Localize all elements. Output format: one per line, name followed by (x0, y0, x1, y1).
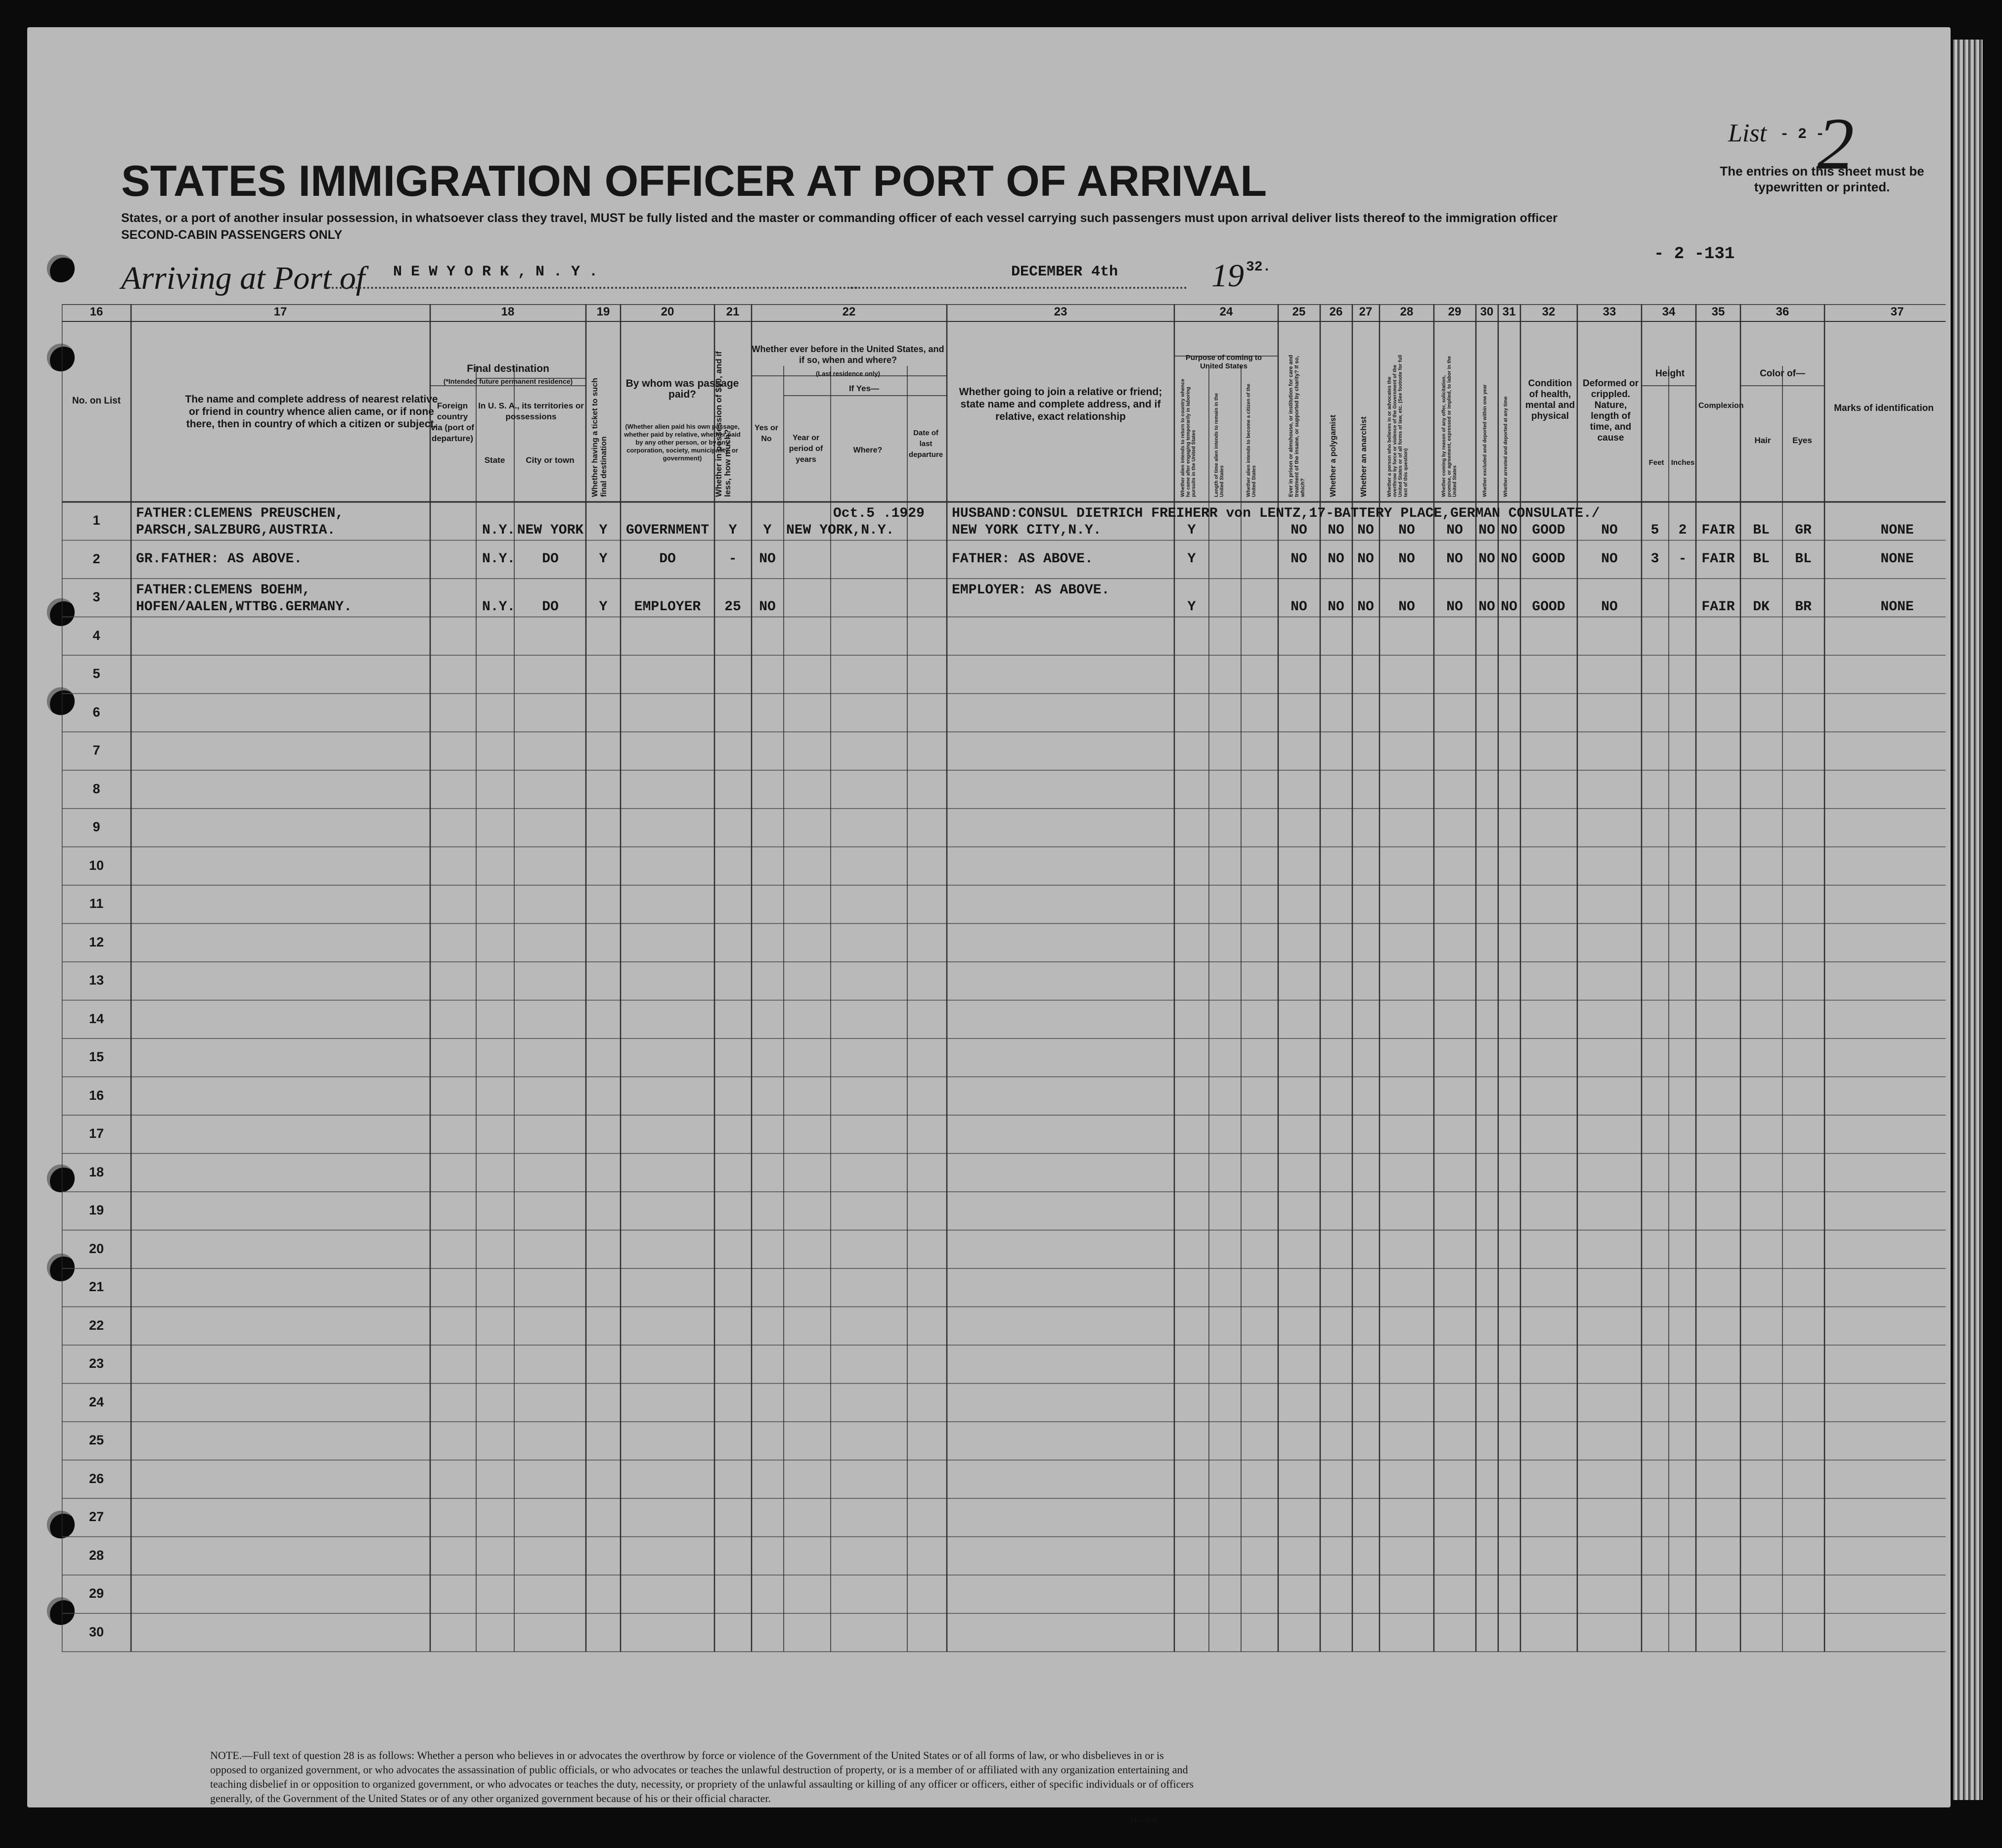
header-foreign-country: Foreign country via (port of departure) (431, 401, 474, 443)
eye-color: GR (1795, 523, 1812, 538)
q30: NO (1478, 523, 1495, 538)
q31: NO (1501, 551, 1517, 567)
header-complexion: Complexion (1698, 402, 1744, 410)
row-number: 7 (92, 743, 100, 758)
purpose: Y (1187, 551, 1196, 567)
q26: NO (1328, 599, 1344, 615)
list-number: 2 (1817, 103, 1854, 185)
q27: NO (1357, 551, 1374, 567)
header-ticket: Whether having a ticket to such final destination (591, 378, 608, 497)
row-number: 18 (89, 1164, 104, 1179)
health: GOOD (1532, 599, 1565, 615)
row-number: 30 (89, 1624, 104, 1639)
row-number: 17 (89, 1126, 104, 1141)
column-number: 17 (273, 305, 287, 318)
row-number: 24 (89, 1394, 104, 1409)
row-number: 29 (89, 1586, 104, 1601)
column-number: 35 (1711, 305, 1725, 318)
column-number: 33 (1602, 305, 1616, 318)
row-number: 5 (92, 666, 100, 681)
header-no-on-list: No. on List (72, 396, 121, 406)
column-number: 36 (1776, 305, 1789, 318)
before-date: Oct.5 .1929 (833, 506, 925, 521)
header-purpose-b: Length of time alien intends to remain in the United States (1214, 393, 1225, 497)
destination-state: N.Y. (482, 523, 516, 538)
page-title: STATES IMMIGRATION OFFICER AT PORT OF ARRIVAL (121, 156, 1267, 205)
destination-state: N.Y. (482, 599, 516, 615)
relative-name: GR.FATHER: AS ABOVE. (136, 551, 303, 567)
passage-paid-by: GOVERNMENT (625, 523, 710, 538)
header-city: City or town (526, 455, 575, 465)
q30: NO (1478, 551, 1495, 567)
row-number: 6 (92, 704, 100, 720)
hair-color: BL (1753, 551, 1770, 567)
row-number: 9 (92, 819, 100, 834)
header-inches: Inches (1671, 458, 1695, 467)
date-value: DECEMBER 4th (1011, 264, 1118, 280)
year-suffix: 32. (1246, 260, 1271, 275)
before-where: NEW YORK,N.Y. (786, 523, 894, 538)
header-height: Height (1655, 368, 1685, 379)
column-number: 25 (1292, 305, 1306, 318)
header-feet: Feet (1648, 458, 1664, 467)
passage-paid-by: EMPLOYER (634, 599, 701, 615)
relative-address: PARSCH,SALZBURG,AUSTRIA. (136, 523, 336, 538)
row-number: 1 (92, 513, 100, 528)
header-in-usa: In U. S. A., its territories or possessions (478, 401, 584, 421)
header-marks: Marks of identification (1834, 403, 1934, 413)
port-value: N E W Y O R K , N . Y . (393, 264, 598, 280)
header-passage-paid: By whom was passage paid? (625, 378, 739, 400)
header-purpose-c: Whether alien intends to become a citizen of the United States (1246, 384, 1257, 497)
q26: NO (1328, 523, 1344, 538)
header-excluded: Whether excluded and deported within one year (1482, 384, 1488, 497)
list-note: The entries on this sheet must be typewritten or printed. (1720, 164, 1924, 194)
list-label: List (1728, 119, 1767, 147)
row-number: 3 (92, 589, 100, 604)
column-number: 26 (1329, 305, 1343, 318)
column-number: 32 (1542, 305, 1556, 318)
port-dotline (324, 287, 858, 289)
ever-before: Y (763, 523, 772, 538)
column-number: 28 (1400, 305, 1414, 318)
row-number: 27 (89, 1509, 104, 1524)
height-feet: 5 (1650, 523, 1659, 538)
column-number: 16 (89, 305, 103, 318)
q30: NO (1478, 599, 1495, 615)
header-arrested: Whether arrested and deported at any time (1503, 396, 1509, 497)
header-offer-labor: Whether coming by reason of any offer, solicitation, promise, or agreement, expressed or implied, to labor in the United States (1441, 356, 1458, 497)
column-number: 21 (726, 305, 740, 318)
row-number: 4 (92, 628, 100, 643)
q29: NO (1446, 599, 1463, 615)
header-purpose-a: Whether alien intends to return to country whence he came after engaging temporarily in laboring pursuits in the United States (1180, 379, 1197, 497)
complexion: FAIR (1701, 599, 1735, 615)
row-number: 14 (89, 1011, 104, 1026)
q28: NO (1398, 599, 1415, 615)
health: GOOD (1532, 523, 1565, 538)
header-ever-before: Whether ever before in the United States, and if so, when and where? (752, 344, 944, 365)
column-number: 23 (1054, 305, 1068, 318)
purpose: Y (1187, 599, 1196, 615)
q27: NO (1357, 523, 1374, 538)
q29: NO (1446, 551, 1463, 567)
column-number: 19 (596, 305, 610, 318)
column-number: 34 (1662, 305, 1676, 318)
passage-paid-by: DO (659, 551, 676, 567)
row-number: 20 (89, 1241, 104, 1256)
q29: NO (1446, 523, 1463, 538)
header-date-departure: Date of last departure (908, 429, 943, 459)
ticket: Y (599, 599, 608, 615)
intro-line: States, or a port of another insular possession, in whatsoever class they travel, MUST be fully listed and the master or commanding officer of each vessel carrying such passengers must upon arrival deliver lists thereof to the immigration officer (121, 211, 1557, 225)
destination-city: DO (542, 551, 559, 567)
identification-marks: NONE (1880, 551, 1914, 567)
header-eyes: Eyes (1792, 436, 1812, 445)
header-money: Whether in possession of $50, and if less, how much? (714, 351, 732, 497)
list-dashes: - 2 - (1780, 126, 1825, 143)
q27: NO (1357, 599, 1374, 615)
manifest-table (62, 304, 1946, 1723)
header-passage-paid-sub: (Whether alien paid his own passage, whether paid by relative, whether paid by any other person, or by any corporation, society, municipality, or government) (624, 423, 741, 462)
joining-relative: FATHER: AS ABOVE. (952, 551, 1093, 567)
destination-city: DO (542, 599, 559, 615)
row-number: 21 (89, 1279, 104, 1294)
row-number: 2 (92, 551, 100, 566)
identification-marks: NONE (1880, 599, 1914, 615)
relative-name: FATHER:CLEMENS BOEHM, (136, 583, 311, 598)
row-number: 15 (89, 1049, 104, 1064)
identification-marks: NONE (1880, 523, 1914, 538)
form-number: 11—430 (1130, 1816, 1157, 1825)
purpose: Y (1187, 523, 1196, 538)
column-number: 37 (1890, 305, 1904, 318)
header-deformed: Deformed or crippled. Nature, length of time, and cause (1583, 378, 1639, 443)
height-feet: 3 (1650, 551, 1659, 567)
ever-before: NO (759, 551, 776, 567)
header-hair: Hair (1754, 436, 1771, 445)
q28: NO (1398, 523, 1415, 538)
header-purpose: Purpose of coming to United States (1185, 354, 1262, 370)
row-number: 22 (89, 1317, 104, 1333)
header-polygamist: Whether a polygamist (1329, 414, 1337, 497)
eye-color: BR (1795, 599, 1812, 615)
column-number: 22 (842, 305, 856, 318)
ticket: Y (599, 523, 608, 538)
row-number: 13 (89, 973, 104, 988)
row-number: 26 (89, 1471, 104, 1486)
row-number: 16 (89, 1087, 104, 1103)
header-state: State (484, 455, 505, 465)
deformed: NO (1601, 599, 1618, 615)
row-number: 11 (89, 896, 104, 911)
column-number: 20 (661, 305, 674, 318)
column-number: 31 (1502, 305, 1516, 318)
page-stack-edge (1953, 40, 1983, 1800)
row-number: 23 (89, 1356, 104, 1371)
q25: NO (1290, 523, 1307, 538)
row-number: 28 (89, 1547, 104, 1563)
ticket: Y (599, 551, 608, 567)
deformed: NO (1601, 523, 1618, 538)
relative-name: FATHER:CLEMENS PREUSCHEN, (136, 506, 344, 521)
destination-state: N.Y. (482, 551, 516, 567)
hair-color: DK (1753, 599, 1770, 615)
money: Y (728, 523, 737, 538)
row-number: 12 (89, 934, 104, 949)
joining-relative: HUSBAND:CONSUL DIETRICH FREIHERR von LENTZ,17-BATTERY PLACE,GERMAN CONSULATE./ (952, 506, 1600, 521)
header-anarchist: Whether an anarchist (1360, 416, 1368, 497)
height-inches: - (1678, 551, 1687, 567)
eye-color: BL (1795, 551, 1812, 567)
complexion: FAIR (1701, 523, 1735, 538)
money: 25 (724, 599, 741, 615)
column-number: 18 (501, 305, 515, 318)
header-prison: Ever in prison or almshouse, or institution for care and treatment of the insane, or supported by charity? If so, which? (1288, 355, 1306, 497)
relative-address: HOFEN/AALEN,WTTBG.GERMANY. (136, 599, 352, 615)
column-number: 30 (1480, 305, 1494, 318)
footnote: NOTE.—Full text of question 28 is as follows: Whether a person who believes in or advocates the overthrow by force or violence of the Government of the United States or of all forms of law, or who disbelieves in or is opposed to organized government, or who advocates the assassination of public officials, or who advocates or teaches the unlawful destruction of property, or is a member of or affiliated with any organization entertaining and teaching disbelief in or opposition to organized government, or who advocates or teaches the duty, necessity, or propriety of the unlawful assaulting or killing of any officer or officers, either of specific individuals or of officers generally, of the Government of the United States or of any other organized government because of his or their official character. (210, 1749, 1194, 1804)
header-where: Where? (853, 446, 883, 454)
hair-color: BL (1753, 523, 1770, 538)
q26: NO (1328, 551, 1344, 567)
row-number: 19 (89, 1203, 104, 1217)
ever-before: NO (759, 599, 776, 615)
money: - (728, 551, 737, 567)
page-reference: - 2 -131 (1654, 245, 1735, 264)
row-number: 8 (92, 781, 100, 796)
destination-city: NEW YORK (517, 523, 584, 538)
q25: NO (1290, 599, 1307, 615)
header-health: Condition of health, mental and physical (1525, 378, 1575, 421)
header-join-relative: Whether going to join a relative or friend; state name and complete address, and if relative, exact relationship (959, 386, 1162, 422)
row-number: 10 (89, 857, 104, 873)
joining-relative: EMPLOYER: AS ABOVE. (952, 583, 1110, 598)
health: GOOD (1532, 551, 1565, 567)
header-year: Year or period of years (789, 434, 823, 464)
q31: NO (1501, 523, 1517, 538)
q28: NO (1398, 551, 1415, 567)
header-relative: The name and complete address of nearest relative or friend in country whence alien came, or if none there, then in country of which a citizen or subject. (185, 394, 438, 430)
joining-address: NEW YORK CITY,N.Y. (952, 523, 1102, 538)
header-final-destination: Final destination (467, 363, 549, 374)
deformed: NO (1601, 551, 1618, 567)
q31: NO (1501, 599, 1517, 615)
header-if-yes: If Yes— (848, 384, 880, 393)
header-yes-no: Yes or No (754, 424, 779, 443)
header-final-destination-sub: (*Intended future permanent residence) (443, 377, 573, 385)
header-color: Color of— (1760, 368, 1805, 379)
column-number: 27 (1359, 305, 1373, 318)
header-ever-before-sub: (Last residence only) (815, 370, 881, 377)
height-inches: 2 (1678, 523, 1687, 538)
class-line: SECOND-CABIN PASSENGERS ONLY (121, 228, 343, 242)
date-dotline (850, 287, 1187, 289)
complexion: FAIR (1701, 551, 1735, 567)
punch-hole (47, 255, 75, 282)
q25: NO (1290, 551, 1307, 567)
column-number: 24 (1219, 305, 1233, 318)
arriving-label: Arriving at Port of (121, 260, 365, 296)
row-number: 25 (89, 1433, 104, 1447)
year-prefix: 19 (1211, 258, 1244, 294)
manifest-sheet (27, 27, 1951, 1825)
column-number: 29 (1448, 305, 1462, 318)
header-overthrow: Whether a person who believes in or advocates the overthrow by force or violence of the Government of the United States or of all forms of law, etc. (See footnote for full text of this question) (1387, 355, 1409, 497)
